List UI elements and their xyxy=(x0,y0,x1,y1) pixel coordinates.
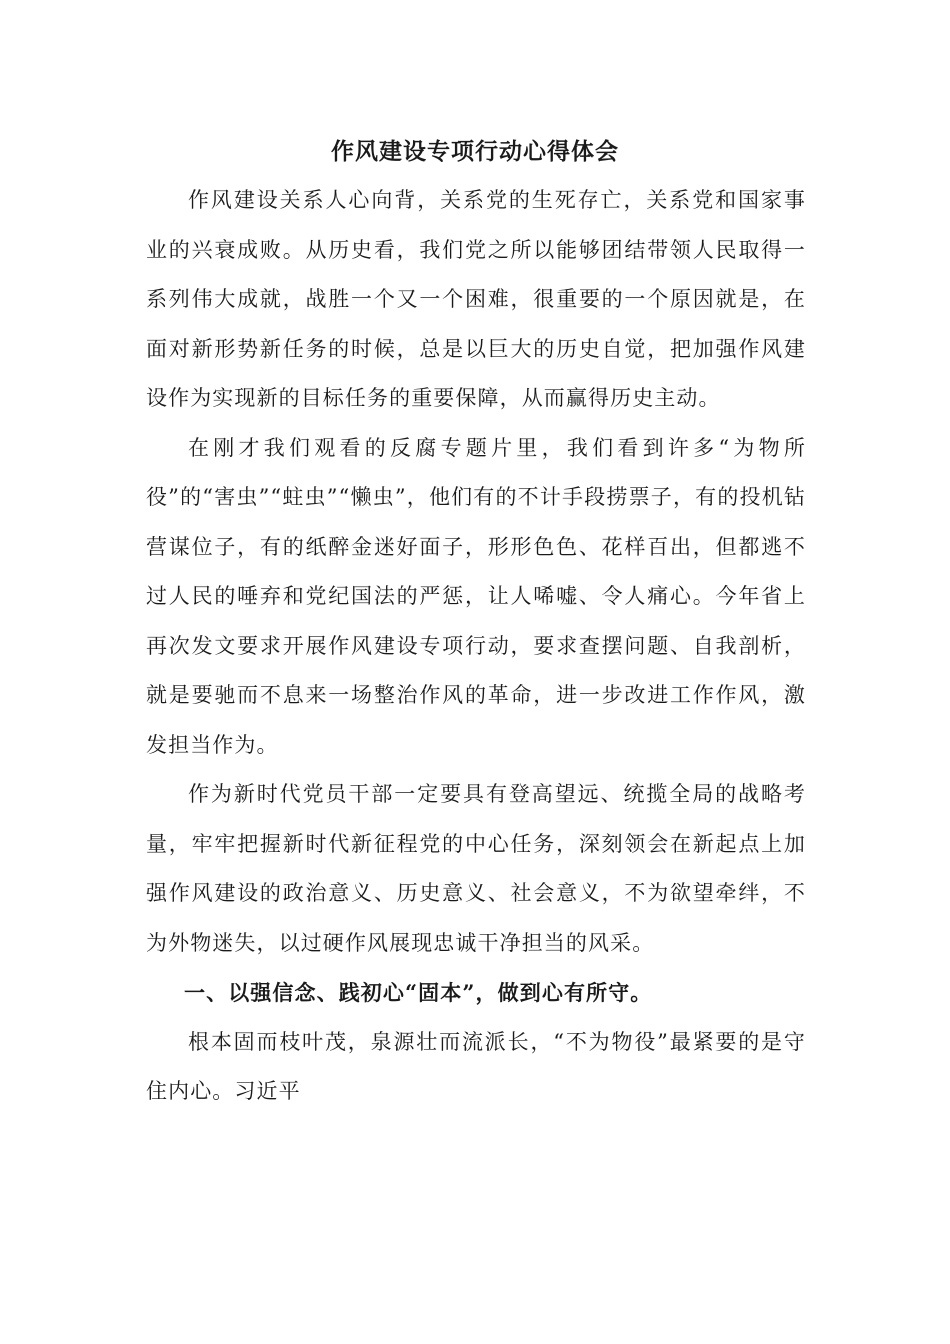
section-heading: 一、以强信念、践初心“固本”，做到心有所守。 xyxy=(184,980,653,1005)
paragraph-1: 作风建设关系人心向背，关系党的生死存亡，关系党和国家事业的兴衰成败。从历史看，我们党之所以能够团结带领人民取得一系列伟大成就，战胜一个又一个困难，很重要的一个原因就是，在面对新形势新任务的时候，总是以巨大的历史自觉，把加强作风建设作为实现新的目标任务的重要保障，从而赢得历史主动。 xyxy=(146,188,806,410)
document-body xyxy=(146,176,806,1117)
paragraph-3: 作为新时代党员干部一定要具有登高望远、统揽全局的战略考量，牢牢把握新时代新征程党的中心任务，深刻领会在新起点上加强作风建设的政治意义、历史意义、社会意义，不为欲望牵绊，不为外物迷失，以过硬作风展现忠诚干净担当的风采。 xyxy=(146,782,806,955)
paragraph-2: 在刚才我们观看的反腐专题片里，我们看到许多“为物所役”的“害虫”“蛀虫”“懒虫”，他们有的不计手段捞票子，有的投机钻营谋位子，有的纸醉金迷好面子，形形色色、花样百出，但都逃不过人民的唾弃和党纪国法的严惩，让人唏嘘、令人痛心。今年省上再次发文要求开展作风建设专项行动，要求查摆问题、自我剖析，就是要驰而不息来一场整治作风的革命，进一步改进工作作风，激发担当作为。 xyxy=(146,435,806,757)
paragraph-4: 根本固而枝叶茂，泉源壮而流派长，“不为物役”最紧要的是守住内心。习近平 xyxy=(146,1029,806,1103)
document-title: 作风建设专项行动心得体会 xyxy=(331,138,619,165)
